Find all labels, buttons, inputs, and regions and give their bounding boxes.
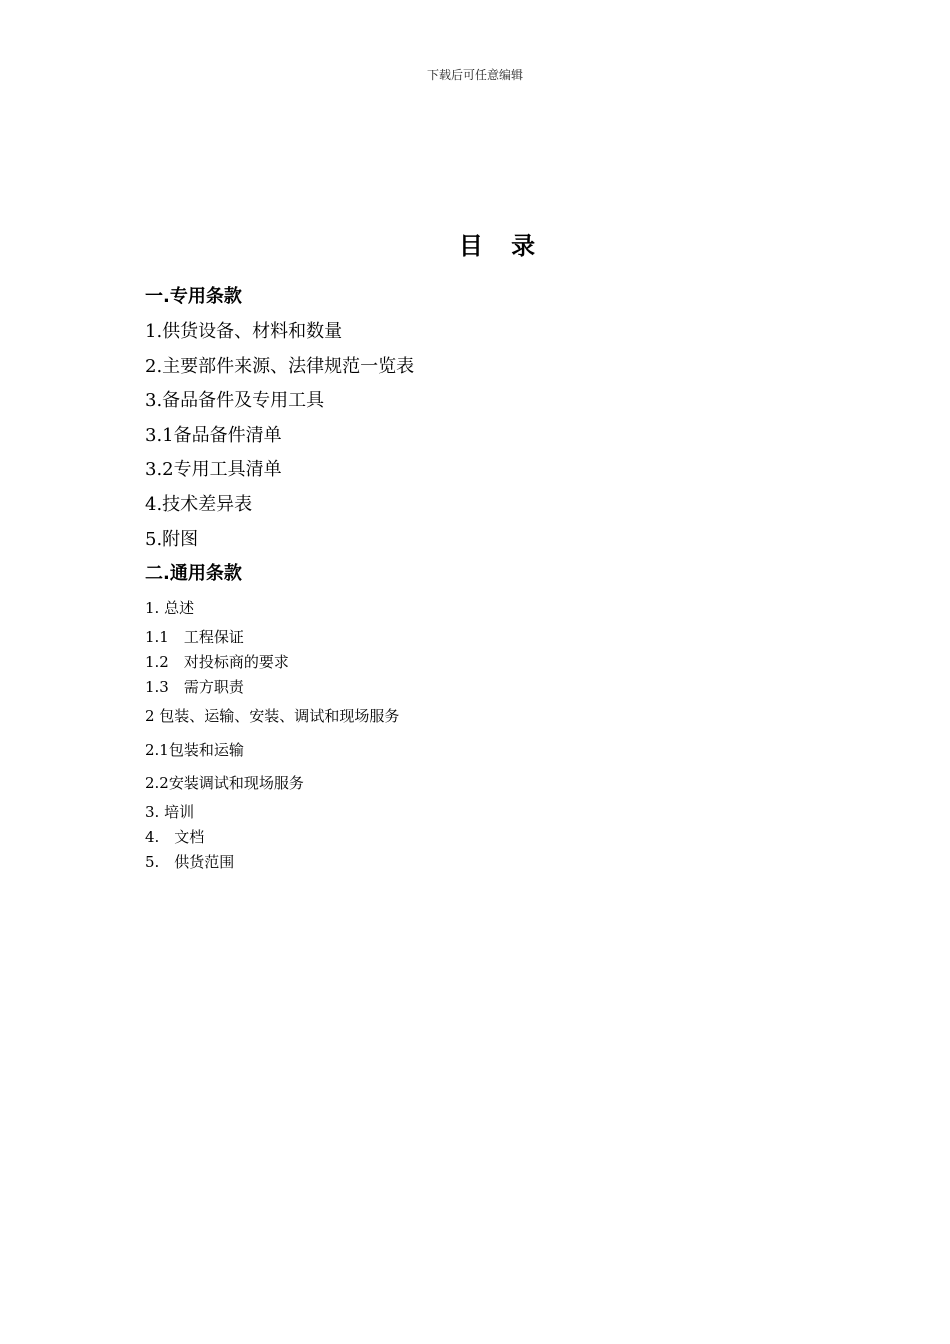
toc-item[interactable]: 1.2 对投标商的要求	[145, 653, 289, 671]
toc-item[interactable]: 3.2专用工具清单	[145, 459, 282, 480]
toc-item[interactable]: 2.主要部件来源、法律规范一览表	[145, 356, 415, 377]
toc-title: 目 录	[458, 232, 546, 260]
toc-item[interactable]: 2.2安装调试和现场服务	[145, 774, 304, 792]
toc-item[interactable]: 1.1 工程保证	[145, 628, 244, 646]
toc-item[interactable]: 3.备品备件及专用工具	[145, 390, 325, 411]
toc-item[interactable]: 5.附图	[145, 529, 199, 550]
toc-item[interactable]: 4. 文档	[145, 828, 205, 846]
toc-item[interactable]: 1.3 需方职责	[145, 678, 244, 696]
toc-item[interactable]: 2.1包装和运输	[145, 741, 244, 759]
toc-item[interactable]: 2 包装、运输、安装、调试和现场服务	[145, 707, 400, 725]
toc-item[interactable]: 1. 总述	[145, 599, 195, 617]
toc-item[interactable]: 3.1备品备件清单	[145, 425, 282, 446]
section-heading-general-terms[interactable]: 二.通用条款	[145, 563, 242, 584]
toc-item[interactable]: 5. 供货范围	[145, 853, 235, 871]
toc-item[interactable]: 3. 培训	[145, 803, 195, 821]
page-header: 下载后可任意编辑	[426, 68, 523, 82]
toc-item[interactable]: 4.技术差异表	[145, 494, 253, 515]
toc-item[interactable]: 1.供货设备、材料和数量	[145, 321, 343, 342]
section-heading-special-terms[interactable]: 一.专用条款	[145, 286, 242, 307]
